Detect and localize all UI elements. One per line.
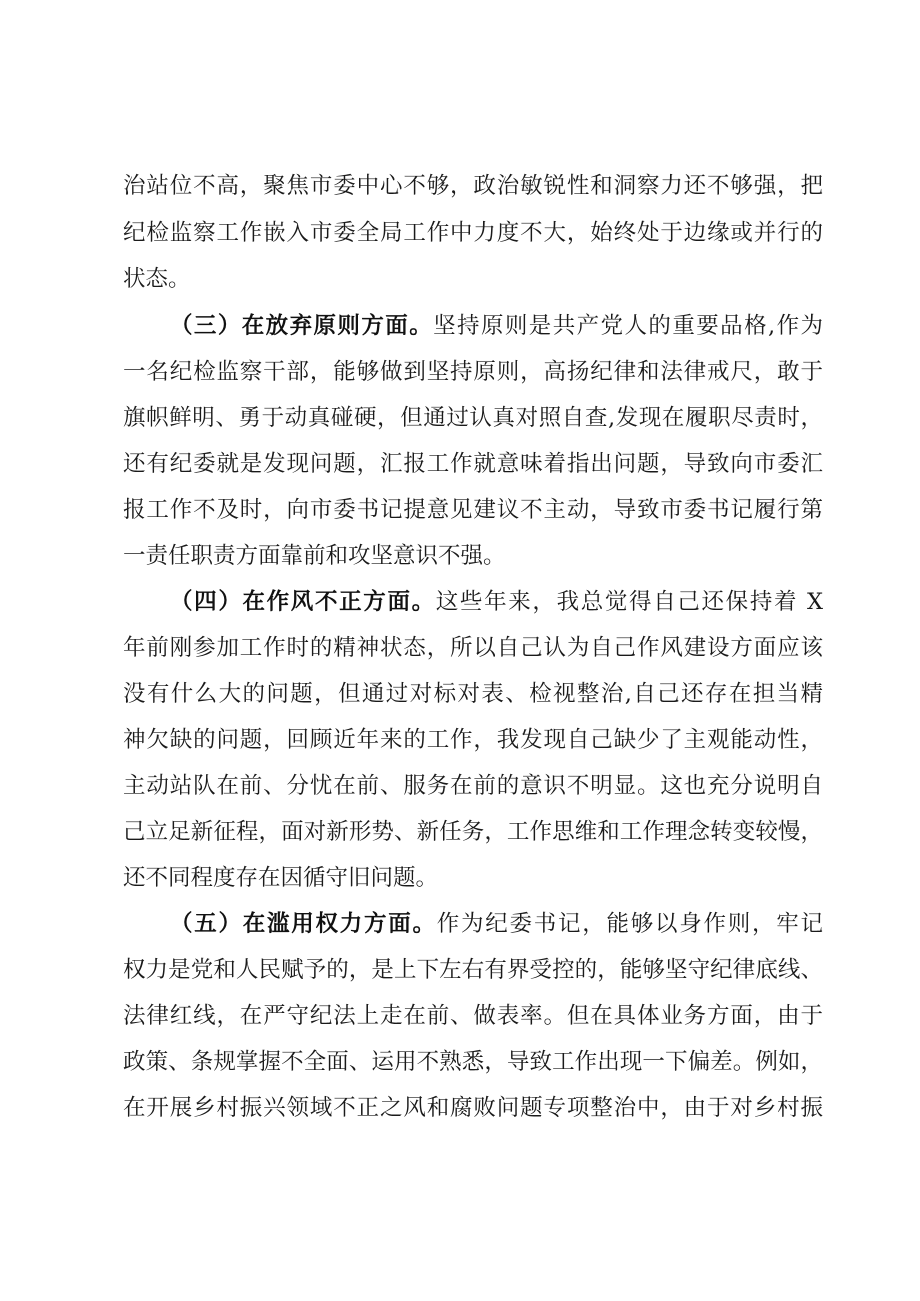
section-text: 作为纪委书记，能够以身作则，牢记 <box>436 911 823 937</box>
paragraph-line: 治站位不高，聚焦市委中心不够，政治敏锐性和洞察力还不够强，把 <box>123 173 823 199</box>
paragraph-line: 主动站队在前、分忧在前、服务在前的意识不明显。这也充分说明自 <box>123 773 823 799</box>
paragraph-line: 己立足新征程，面对新形势、新任务，工作思维和工作理念转变较慢， <box>123 819 823 845</box>
section-text: 坚持原则是共产党人的重要品格,作为 <box>433 313 823 339</box>
paragraph-line: 一责任职责方面靠前和攻坚意识不强。 <box>123 543 506 569</box>
paragraph-line: 在开展乡村振兴领域不正之风和腐败问题专项整治中，由于对乡村振 <box>123 1095 823 1121</box>
paragraph-line: 一名纪检监察干部，能够做到坚持原则，高扬纪律和法律戒尺，敢于 <box>123 359 823 385</box>
section-heading: （四）在作风不正方面。 <box>170 589 436 615</box>
paragraph-line: 还有纪委就是发现问题，汇报工作就意味着指出问题，导致向市委汇 <box>123 451 823 477</box>
paragraph-line: 法律红线，在严守纪法上走在前、做表率。但在具体业务方面，由于 <box>123 1003 823 1029</box>
paragraph-line: 政策、条规掌握不全面、运用不熟悉，导致工作出现一下偏差。例如， <box>123 1049 823 1075</box>
section-first-line <box>170 582 823 622</box>
section-first-line <box>170 904 823 944</box>
paragraph-line: 状态。 <box>123 266 191 292</box>
paragraph-line: 年前刚参加工作时的精神状态，所以自己认为自己作风建设方面应该 <box>123 635 823 661</box>
section-first-line <box>170 306 823 346</box>
paragraph-line: 神欠缺的问题，回顾近年来的工作，我发现自己缺少了主观能动性， <box>123 727 823 753</box>
paragraph-line: 纪检监察工作嵌入市委全局工作中力度不大，始终处于边缘或并行的 <box>123 220 823 246</box>
paragraph-line: 没有什么大的问题，但通过对标对表、检视整治,自己还存在担当精 <box>123 681 823 707</box>
section-text: 这些年来，我总觉得自己还保持着 X <box>435 589 823 615</box>
paragraph-line: 旗帜鲜明、勇于动真碰硬，但通过认真对照自查,发现在履职尽责时， <box>123 405 823 431</box>
section-heading: （三）在放弃原则方面。 <box>170 313 434 339</box>
paragraph-line: 权力是党和人民赋予的，是上下左右有界受控的，能够坚守纪律底线、 <box>123 957 823 983</box>
paragraph-line: 还不同程度存在因循守旧问题。 <box>123 865 439 891</box>
paragraph-line: 报工作不及时，向市委书记提意见建议不主动，导致市委书记履行第 <box>123 497 823 523</box>
section-heading: （五）在滥用权力方面。 <box>170 911 437 937</box>
